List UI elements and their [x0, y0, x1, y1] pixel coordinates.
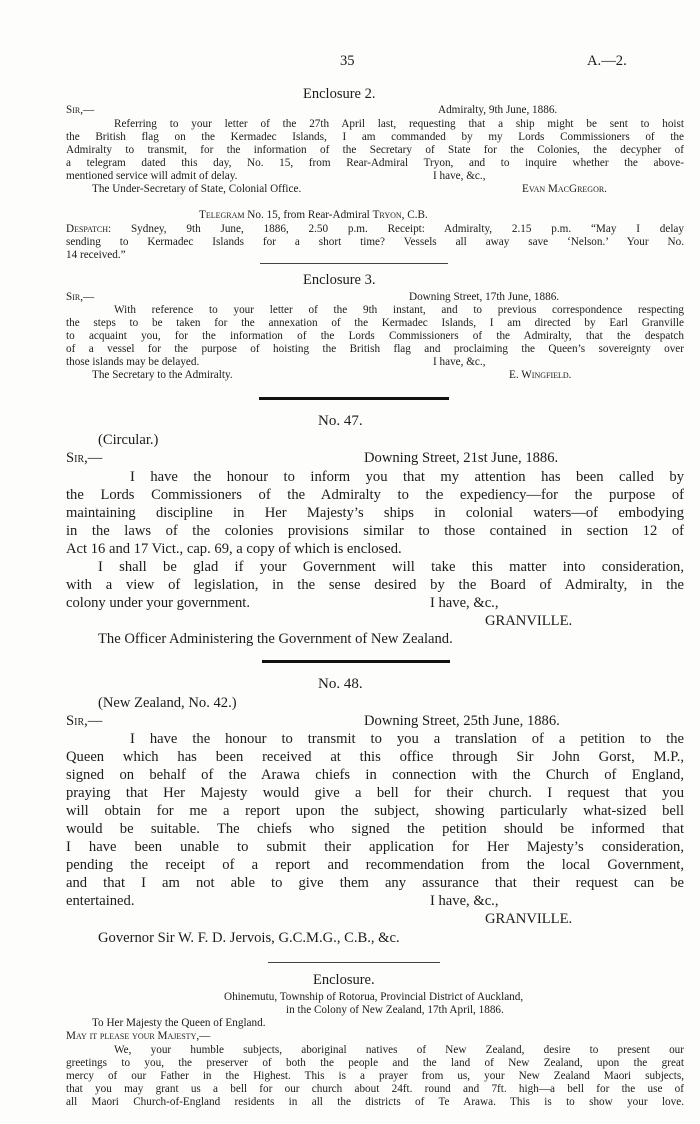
- no-48-text-line: I have been unable to submit their application for Her Majesty’s consideration,: [66, 839, 684, 855]
- enclosure-2-signature: Evan MacGregor.: [522, 183, 607, 195]
- section-divider-heavy: [262, 660, 450, 663]
- no-48-text-line: entertained.: [66, 893, 135, 909]
- no-47-text-line: Act 16 and 17 Vict., cap. 69, a copy of which is enclosed.: [66, 541, 402, 557]
- petition-text-line: all Maori Church-of-England residents in all the districts of Te Arawa. This is to show your love.: [66, 1096, 684, 1108]
- enclosure-2-heading: Enclosure 2.: [303, 86, 376, 102]
- no-47-signature: GRANVILLE.: [485, 613, 573, 629]
- no-48-text-line: I have the honour to transmit to you a translation of a petition to the: [130, 731, 684, 747]
- no-47-salutation: Sir,—: [66, 450, 103, 466]
- no-48-text-line: will obtain for me a report upon the subject, showing particularly what-sized bell: [66, 803, 684, 819]
- no-47-addressee: The Officer Administering the Government of New Zealand.: [98, 631, 453, 647]
- section-divider-heavy: [259, 397, 449, 400]
- no-48-text-line: signed on behalf of the Arawa chiefs in connection with the Church of England,: [66, 767, 684, 783]
- enclosure-3-closing: I have, &c.,: [433, 356, 486, 368]
- no-48-text-line: would be suitable. The chiefs who signed the petition should be informed that: [66, 821, 684, 837]
- petition-text-line: mercy of our Father in the Highest. This is a prayer from us, your New Zealand Maori subjects,: [66, 1070, 684, 1082]
- telegram-text-line: sending to Kermadec Islands for a short time? Vessels all away save ‘Nelson.’ Your No.: [66, 236, 684, 248]
- enclosure-2-text-line: Referring to your letter of the 27th April last, requesting that a ship might be sent to hoist: [114, 118, 684, 130]
- no-48-text-line: praying that Her Majesty would give a bell for their church. I request that you: [66, 785, 684, 801]
- page-number: 35: [340, 53, 355, 69]
- enclosure-2-text-line: the British flag on the Kermadec Islands, I am commanded by my Lords Commissioners of the: [66, 131, 684, 143]
- no-48-dateline: Downing Street, 25th June, 1886.: [364, 713, 560, 729]
- petition-place-line: in the Colony of New Zealand, 17th April, 1886.: [286, 1004, 504, 1016]
- enclosure-3-text-line: of a vessel for the purpose of hoisting the British flag and proclaiming the Queen’s sovereignty over: [66, 343, 684, 355]
- petition-enclosure-heading: Enclosure.: [313, 972, 375, 988]
- no-47-text-line: the Lords Commissioners of the Admiralty to the expediency—for the purpose of: [66, 487, 684, 503]
- enclosure-2-salutation: Sir,—: [66, 104, 95, 116]
- no-48-text-line: and that I am not able to give them any assurance that their request can be: [66, 875, 684, 891]
- enclosure-3-salutation: Sir,—: [66, 291, 95, 303]
- telegram-text-line: 14 received.”: [66, 249, 126, 261]
- enclosure-3-text-line: to acquaint you, for the information of the Lords Commissioners of the Admiralty, that the despatch: [66, 330, 684, 342]
- petition-text-line: that you may grant us a bell for our church about 24ft. round and 7ft. high—a bell for the use of: [66, 1083, 684, 1095]
- no-47-text-line: in the laws of the colonies provisions similar to those contained in section 12 of: [66, 523, 684, 539]
- enclosure-3-text-line: those islands may be delayed.: [66, 356, 200, 368]
- no-47-closing: I have, &c.,: [430, 595, 499, 611]
- enclosure-3-text-line: the steps to be taken for the annexation of the Kermadec Islands, I am directed by Earl Granville: [66, 317, 684, 329]
- no-48-heading: No. 48.: [318, 676, 363, 692]
- no-48-text-line: pending the receipt of a report and recommendation from the local Government,: [66, 857, 684, 873]
- paper-reference: A.—2.: [587, 53, 627, 69]
- telegram-heading: Telegram No. 15, from Rear-Admiral Tryon, C.B.: [199, 209, 428, 221]
- section-divider: [260, 263, 448, 264]
- no-48-addressee: Governor Sir W. F. D. Jervois, G.C.M.G., C.B., &c.: [98, 930, 400, 946]
- no-47-text-line: I have the honour to inform you that my attention has been called by: [130, 469, 684, 485]
- no-47-text-line: with a view of legislation, in the sense desired by the Board of Admiralty, in the: [66, 577, 684, 593]
- no-47-dateline: Downing Street, 21st June, 1886.: [364, 450, 559, 466]
- no-48-text-line: Queen which has been received at this office through Sir John Gorst, M.P.,: [66, 749, 684, 765]
- petition-place-line: Ohinemutu, Township of Rotorua, Provincial District of Auckland,: [224, 991, 524, 1003]
- enclosure-3-addressee: The Secretary to the Admiralty.: [92, 369, 233, 381]
- section-divider: [268, 962, 440, 963]
- enclosure-3-dateline: Downing Street, 17th June, 1886.: [409, 291, 560, 303]
- enclosure-2-text-line: Admiralty to transmit, for the information of the Secretary of State for the Colonies, the decypher of: [66, 144, 684, 156]
- petition-text-line: greetings to you, the preserver of both the people and the land of New Zealand, upon the great: [66, 1057, 684, 1069]
- no-48-closing: I have, &c.,: [430, 893, 499, 909]
- no-48-signature: GRANVILLE.: [485, 911, 573, 927]
- enclosure-3-heading: Enclosure 3.: [303, 272, 376, 288]
- petition-addressee: To Her Majesty the Queen of England.: [92, 1017, 266, 1029]
- no-48-salutation: Sir,—: [66, 713, 103, 729]
- enclosure-2-text-line: mentioned service will admit of delay.: [66, 170, 238, 182]
- no-47-text-line: I shall be glad if your Government will take this matter into consideration,: [98, 559, 684, 575]
- enclosure-2-dateline: Admiralty, 9th June, 1886.: [438, 104, 558, 116]
- enclosure-3-signature: E. Wingfield.: [509, 369, 572, 381]
- enclosure-3-text-line: With reference to your letter of the 9th instant, and to previous correspondence respecting: [114, 304, 684, 316]
- petition-salutation: May it please your Majesty,—: [66, 1030, 211, 1042]
- enclosure-2-closing: I have, &c.,: [433, 170, 486, 182]
- enclosure-2-addressee: The Under-Secretary of State, Colonial Office.: [92, 183, 302, 195]
- no-48-reference: (New Zealand, No. 42.): [98, 695, 237, 711]
- no-47-text-line: maintaining discipline in Her Majesty’s ships in colonial waters—of embodying: [66, 505, 684, 521]
- petition-text-line: We, your humble subjects, aboriginal natives of New Zealand, desire to present our: [114, 1044, 684, 1056]
- no-47-heading: No. 47.: [318, 413, 363, 429]
- no-47-circular-label: (Circular.): [98, 432, 159, 448]
- no-47-text-line: colony under your government.: [66, 595, 250, 611]
- telegram-text-line: Despatch: Sydney, 9th June, 1886, 2.50 p.m. Receipt: Admiralty, 2.15 p.m. “May I delay: [66, 223, 684, 235]
- enclosure-2-text-line: a telegram dated this day, No. 15, from Rear-Admiral Tryon, and to inquire whether the above-: [66, 157, 684, 169]
